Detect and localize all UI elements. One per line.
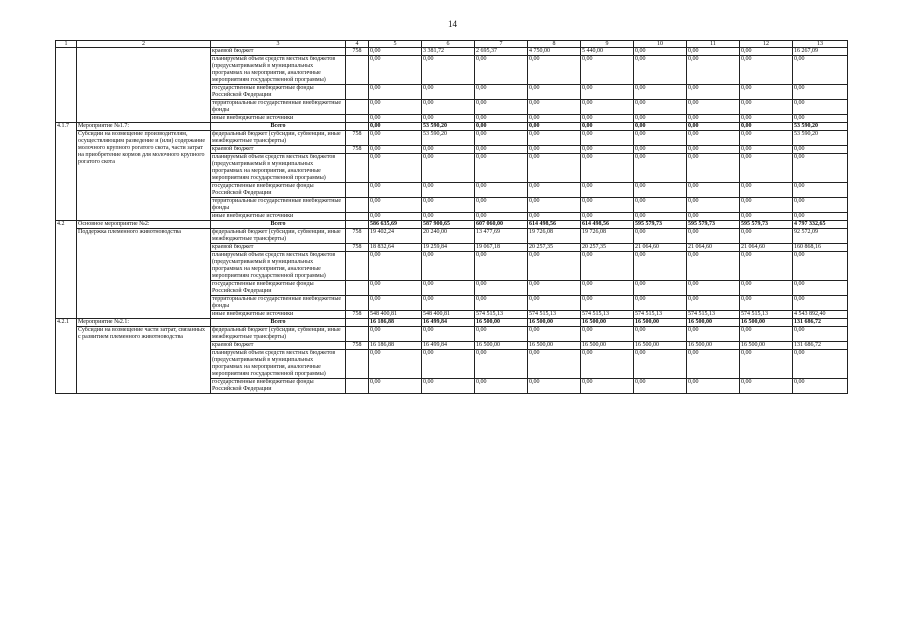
funding-source-cell: Всего [211,319,346,327]
value-cell: 586 635,69 [369,221,422,229]
value-cell: 0,00 [475,115,528,123]
value-cell: 0,00 [687,154,740,183]
value-cell: 0,00 [528,85,581,100]
funding-source-cell: территориальные государственные внебюджетные фонды [211,198,346,213]
table-row [56,131,848,146]
value-cell: 0,00 [793,281,848,296]
value-cell: 0,00 [740,56,793,85]
value-cell: 0,00 [581,350,634,379]
value-cell: 0,00 [369,123,422,131]
value-cell: 0,00 [793,350,848,379]
value-cell: 0,00 [475,146,528,154]
funding-source-cell: краевой бюджет [211,342,346,350]
item-number-cell: 4.1.7 [56,123,77,221]
funding-source-cell: краевой бюджет [211,146,346,154]
value-cell: 19 259,84 [422,244,475,252]
value-cell: 0,00 [422,85,475,100]
value-cell: 13 477,69 [475,229,528,244]
value-cell: 0,00 [581,379,634,394]
funding-source-cell: федеральный бюджет (субсидии, субвенции, иные межбюджетные трансферты) [211,327,346,342]
value-cell: 0,00 [422,56,475,85]
value-cell: 0,00 [369,48,422,56]
value-cell: 4 543 892,40 [793,311,848,319]
value-cell: 0,00 [528,327,581,342]
value-cell: 19 726,08 [581,229,634,244]
header-cell: 6 [422,41,475,48]
header-cell: 12 [740,41,793,48]
code-cell [346,319,369,327]
value-cell: 16 499,84 [422,342,475,350]
value-cell: 0,00 [528,56,581,85]
code-cell [346,85,369,100]
header-row [56,41,848,48]
value-cell: 0,00 [581,252,634,281]
value-cell: 0,00 [634,213,687,221]
value-cell: 16 500,00 [528,342,581,350]
value-cell: 595 579,73 [634,221,687,229]
value-cell: 0,00 [740,183,793,198]
value-cell: 53 590,20 [422,123,475,131]
value-cell: 0,00 [475,350,528,379]
value-cell: 0,00 [687,48,740,56]
value-cell: 0,00 [422,100,475,115]
item-name-cell [77,48,211,123]
value-cell: 0,00 [369,115,422,123]
value-cell: 0,00 [475,123,528,131]
value-cell: 0,00 [634,350,687,379]
value-cell: 0,00 [528,350,581,379]
value-cell: 0,00 [793,296,848,311]
value-cell: 0,00 [369,154,422,183]
code-cell: 758 [346,48,369,56]
value-cell: 0,00 [793,115,848,123]
value-cell: 0,00 [528,123,581,131]
value-cell: 0,00 [369,146,422,154]
value-cell: 0,00 [740,115,793,123]
value-cell: 0,00 [581,85,634,100]
value-cell: 0,00 [369,327,422,342]
code-cell [346,56,369,85]
value-cell: 0,00 [687,281,740,296]
value-cell: 53 590,20 [793,131,848,146]
value-cell: 0,00 [475,252,528,281]
value-cell: 16 267,09 [793,48,848,56]
value-cell: 0,00 [422,146,475,154]
value-cell: 53 590,20 [422,131,475,146]
value-cell: 16 500,00 [634,342,687,350]
funding-source-cell: государственные внебюджетные фонды Российской Федерации [211,281,346,296]
code-cell [346,221,369,229]
value-cell: 0,00 [634,229,687,244]
value-cell: 0,00 [740,85,793,100]
value-cell: 0,00 [740,146,793,154]
value-cell: 16 499,84 [422,319,475,327]
value-cell: 0,00 [740,252,793,281]
value-cell: 0,00 [634,154,687,183]
value-cell: 0,00 [687,100,740,115]
value-cell: 0,00 [475,154,528,183]
value-cell: 0,00 [581,198,634,213]
value-cell: 0,00 [422,379,475,394]
value-cell: 0,00 [422,154,475,183]
value-cell: 0,00 [528,115,581,123]
value-cell: 548 400,81 [422,311,475,319]
funding-source-cell: иные внебюджетные источники [211,311,346,319]
value-cell: 574 515,13 [528,311,581,319]
value-cell: 0,00 [634,296,687,311]
table-row [56,229,848,244]
value-cell: 4 797 332,65 [793,221,848,229]
code-cell [346,379,369,394]
value-cell: 0,00 [687,229,740,244]
value-cell: 16 186,88 [369,342,422,350]
header-cell: 7 [475,41,528,48]
code-cell: 758 [346,146,369,154]
item-number-cell: 4.2 [56,221,77,319]
value-cell: 0,00 [528,213,581,221]
value-cell: 19 402,24 [369,229,422,244]
table-row [56,319,848,327]
code-cell [346,123,369,131]
funding-source-cell: государственные внебюджетные фонды Российской Федерации [211,379,346,394]
item-name-cell: Субсидии на возмещение части затрат, связанных с развитием племенного животноводства [77,327,211,394]
funding-source-cell: государственные внебюджетные фонды Российской Федерации [211,85,346,100]
code-cell [346,198,369,213]
value-cell: 587 900,65 [422,221,475,229]
code-cell: 758 [346,342,369,350]
code-cell [346,100,369,115]
value-cell: 0,00 [369,213,422,221]
value-cell: 0,00 [793,327,848,342]
value-cell: 0,00 [740,100,793,115]
value-cell: 0,00 [740,123,793,131]
value-cell: 0,00 [475,281,528,296]
value-cell: 574 515,13 [581,311,634,319]
item-name-cell: Мероприятие №1.7: [77,123,211,131]
value-cell: 0,00 [634,85,687,100]
value-cell: 0,00 [475,379,528,394]
value-cell: 16 500,00 [687,342,740,350]
value-cell: 18 832,64 [369,244,422,252]
value-cell: 21 064,60 [634,244,687,252]
value-cell: 0,00 [422,281,475,296]
value-cell: 0,00 [475,85,528,100]
value-cell: 0,00 [740,213,793,221]
value-cell: 16 500,00 [634,319,687,327]
value-cell: 0,00 [793,146,848,154]
value-cell: 0,00 [422,198,475,213]
value-cell: 0,00 [581,115,634,123]
value-cell: 0,00 [528,154,581,183]
value-cell: 574 515,13 [634,311,687,319]
value-cell: 0,00 [528,252,581,281]
code-cell [346,327,369,342]
value-cell: 0,00 [687,296,740,311]
value-cell: 0,00 [740,198,793,213]
value-cell: 574 515,13 [740,311,793,319]
value-cell: 0,00 [634,252,687,281]
value-cell: 0,00 [581,56,634,85]
value-cell: 16 186,88 [369,319,422,327]
value-cell: 0,00 [581,154,634,183]
value-cell: 0,00 [581,281,634,296]
value-cell: 0,00 [634,48,687,56]
code-cell [346,183,369,198]
value-cell: 21 064,60 [740,244,793,252]
funding-source-cell: планируемый объем средств местных бюджетов (предусматриваемый в муниципальных программах на мероприятия, аналогичные мероприятиям государственной программы) [211,350,346,379]
value-cell: 131 686,72 [793,319,848,327]
value-cell: 0,00 [687,146,740,154]
table-row [56,123,848,131]
value-cell: 0,00 [740,327,793,342]
funding-source-cell: краевой бюджет [211,244,346,252]
value-cell: 0,00 [528,198,581,213]
header-cell: 11 [687,41,740,48]
value-cell: 574 515,13 [475,311,528,319]
value-cell: 0,00 [369,296,422,311]
value-cell: 16 500,00 [475,319,528,327]
code-cell [346,252,369,281]
header-cell: 2 [77,41,211,48]
value-cell: 0,00 [475,56,528,85]
value-cell: 0,00 [634,56,687,85]
value-cell: 0,00 [528,146,581,154]
code-cell: 758 [346,229,369,244]
value-cell: 0,00 [793,379,848,394]
value-cell: 0,00 [422,252,475,281]
value-cell: 16 500,00 [740,319,793,327]
value-cell: 0,00 [634,115,687,123]
code-cell: 758 [346,131,369,146]
value-cell: 0,00 [369,100,422,115]
value-cell: 0,00 [528,296,581,311]
value-cell: 0,00 [581,296,634,311]
value-cell: 0,00 [475,296,528,311]
code-cell [346,213,369,221]
funding-source-cell: территориальные государственные внебюджетные фонды [211,100,346,115]
funding-source-cell: краевой бюджет [211,48,346,56]
header-cell: 5 [369,41,422,48]
value-cell: 131 686,72 [793,342,848,350]
table-row [56,48,848,56]
value-cell: 19 067,18 [475,244,528,252]
value-cell: 16 500,00 [581,319,634,327]
value-cell: 0,00 [740,379,793,394]
value-cell: 20 240,00 [422,229,475,244]
value-cell: 595 579,73 [687,221,740,229]
value-cell: 16 500,00 [740,342,793,350]
value-cell: 0,00 [740,48,793,56]
value-cell: 0,00 [687,213,740,221]
value-cell: 0,00 [369,131,422,146]
value-cell: 0,00 [475,183,528,198]
page-number: 14 [448,19,457,29]
value-cell: 0,00 [687,327,740,342]
value-cell: 0,00 [581,123,634,131]
funding-source-cell: Всего [211,123,346,131]
value-cell: 21 064,60 [687,244,740,252]
value-cell: 0,00 [422,350,475,379]
value-cell: 2 695,37 [475,48,528,56]
value-cell: 0,00 [634,131,687,146]
value-cell: 574 515,13 [687,311,740,319]
value-cell: 0,00 [581,100,634,115]
header-cell: 9 [581,41,634,48]
item-name-cell: Субсидии на возмещение производителям, осуществляющим разведение и (или) содержание молочного крупного рогатого скота, части затрат на приобретение кормов для молочного крупного рогатого скота [77,131,211,221]
value-cell: 0,00 [634,327,687,342]
value-cell: 0,00 [475,327,528,342]
value-cell: 0,00 [687,252,740,281]
value-cell: 0,00 [634,100,687,115]
value-cell: 0,00 [581,327,634,342]
header-cell: 4 [346,41,369,48]
value-cell: 0,00 [687,183,740,198]
value-cell: 0,00 [687,56,740,85]
item-name-cell: Поддержка племенного животноводства [77,229,211,319]
value-cell: 0,00 [369,183,422,198]
code-cell: 758 [346,311,369,319]
value-cell: 0,00 [740,131,793,146]
value-cell: 0,00 [369,281,422,296]
value-cell: 4 750,00 [528,48,581,56]
value-cell: 0,00 [369,350,422,379]
value-cell: 0,00 [528,183,581,198]
value-cell: 53 590,20 [793,123,848,131]
value-cell: 0,00 [793,198,848,213]
value-cell: 0,00 [369,198,422,213]
value-cell: 0,00 [369,379,422,394]
value-cell: 0,00 [475,131,528,146]
value-cell: 160 868,16 [793,244,848,252]
value-cell: 0,00 [634,183,687,198]
value-cell: 3 381,72 [422,48,475,56]
code-cell [346,350,369,379]
value-cell: 607 060,00 [475,221,528,229]
value-cell: 0,00 [793,154,848,183]
value-cell: 0,00 [687,115,740,123]
value-cell: 0,00 [422,327,475,342]
value-cell: 0,00 [740,281,793,296]
funding-source-cell: государственные внебюджетные фонды Российской Федерации [211,183,346,198]
value-cell: 0,00 [528,131,581,146]
funding-source-cell: планируемый объем средств местных бюджетов (предусматриваемый в муниципальных программах на мероприятия, аналогичные мероприятиям государственной программы) [211,56,346,85]
value-cell: 0,00 [475,213,528,221]
value-cell: 0,00 [687,131,740,146]
value-cell: 0,00 [528,281,581,296]
value-cell: 0,00 [634,281,687,296]
value-cell: 0,00 [475,198,528,213]
value-cell: 16 500,00 [475,342,528,350]
funding-source-cell: иные внебюджетные источники [211,115,346,123]
value-cell: 0,00 [581,213,634,221]
value-cell: 0,00 [528,379,581,394]
code-cell: 758 [346,244,369,252]
budget-table [55,40,848,394]
value-cell: 0,00 [687,85,740,100]
value-cell: 0,00 [740,296,793,311]
value-cell: 0,00 [634,146,687,154]
value-cell: 0,00 [422,183,475,198]
value-cell: 0,00 [581,183,634,198]
header-cell: 3 [211,41,346,48]
value-cell: 595 579,73 [740,221,793,229]
value-cell: 0,00 [740,154,793,183]
item-name-cell: Мероприятие №2.1: [77,319,211,327]
header-cell: 10 [634,41,687,48]
value-cell: 16 500,00 [528,319,581,327]
value-cell: 0,00 [634,379,687,394]
item-number-cell: 4.2.1 [56,319,77,394]
value-cell: 0,00 [422,213,475,221]
header-cell: 1 [56,41,77,48]
value-cell: 0,00 [793,56,848,85]
value-cell: 0,00 [793,252,848,281]
value-cell: 0,00 [687,379,740,394]
table-row [56,221,848,229]
value-cell: 614 498,56 [528,221,581,229]
value-cell: 0,00 [793,213,848,221]
value-cell: 0,00 [740,350,793,379]
code-cell [346,296,369,311]
value-cell: 0,00 [687,198,740,213]
funding-source-cell: федеральный бюджет (субсидии, субвенции, иные межбюджетные трансферты) [211,131,346,146]
value-cell: 20 257,35 [528,244,581,252]
item-name-cell: Основное мероприятие №2: [77,221,211,229]
value-cell: 16 500,00 [687,319,740,327]
value-cell: 0,00 [740,229,793,244]
value-cell: 0,00 [634,198,687,213]
code-cell [346,281,369,296]
funding-source-cell: планируемый объем средств местных бюджетов (предусматриваемый в муниципальных программах на мероприятия, аналогичные мероприятиям государственной программы) [211,154,346,183]
item-number-cell [56,48,77,123]
value-cell: 92 572,09 [793,229,848,244]
value-cell: 0,00 [422,296,475,311]
header-cell: 8 [528,41,581,48]
value-cell: 0,00 [528,100,581,115]
value-cell: 0,00 [687,123,740,131]
value-cell: 0,00 [422,115,475,123]
value-cell: 0,00 [475,100,528,115]
funding-source-cell: иные внебюджетные источники [211,213,346,221]
value-cell: 20 257,35 [581,244,634,252]
funding-source-cell: федеральный бюджет (субсидии, субвенции, иные межбюджетные трансферты) [211,229,346,244]
value-cell: 0,00 [369,56,422,85]
value-cell: 5 440,00 [581,48,634,56]
funding-source-cell: территориальные государственные внебюджетные фонды [211,296,346,311]
value-cell: 0,00 [793,85,848,100]
value-cell: 548 400,81 [369,311,422,319]
funding-source-cell: планируемый объем средств местных бюджетов (предусматриваемый в муниципальных программах на мероприятия, аналогичные мероприятиям государственной программы) [211,252,346,281]
funding-source-cell: Всего [211,221,346,229]
value-cell: 0,00 [793,100,848,115]
code-cell [346,115,369,123]
value-cell: 0,00 [369,252,422,281]
value-cell: 0,00 [634,123,687,131]
value-cell: 0,00 [581,131,634,146]
value-cell: 614 498,56 [581,221,634,229]
value-cell: 0,00 [793,183,848,198]
code-cell [346,154,369,183]
value-cell: 0,00 [369,85,422,100]
table-row [56,327,848,342]
value-cell: 19 726,08 [528,229,581,244]
value-cell: 0,00 [687,350,740,379]
header-cell: 13 [793,41,848,48]
value-cell: 0,00 [581,146,634,154]
value-cell: 16 500,00 [581,342,634,350]
